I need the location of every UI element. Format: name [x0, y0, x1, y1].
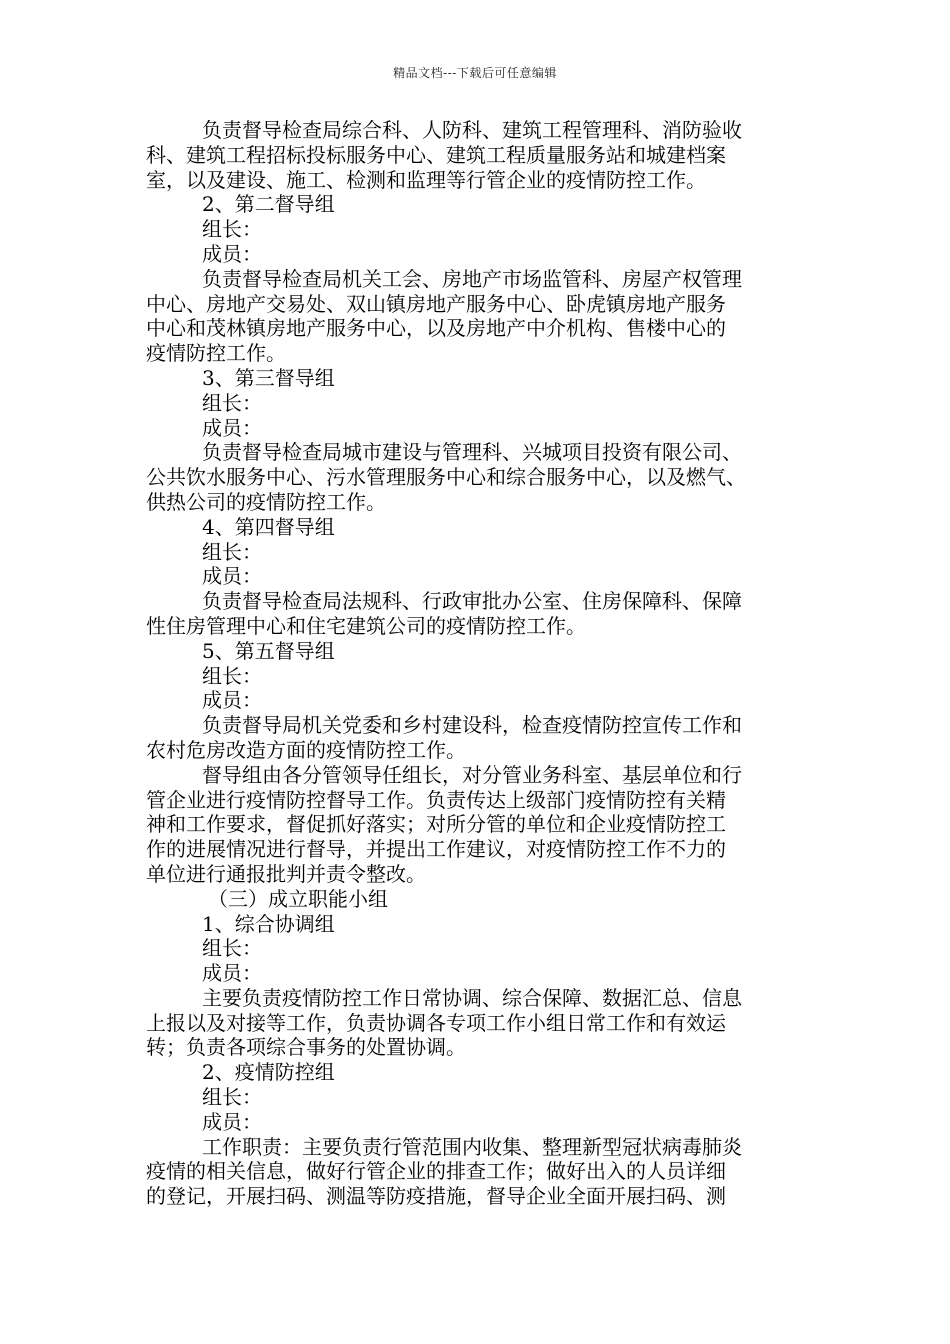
text-line: 成员： [202, 961, 262, 986]
text-line: 上报以及对接等工作，负责协调各专项工作小组日常工作和有效运 [146, 1010, 726, 1035]
text-line: 转；负责各项综合事务的处置协调。 [146, 1035, 466, 1060]
text-line: 疫情的相关信息，做好行管企业的排查工作；做好出入的人员详细 [146, 1159, 726, 1184]
text-line: 2、第二督导组 [202, 192, 335, 217]
text-line: 组长： [202, 390, 262, 415]
text-line: 组长： [202, 217, 262, 242]
text-line: 督导组由各分管领导任组长，对分管业务科室、基层单位和行 [202, 762, 742, 787]
text-line: 负责督导局机关党委和乡村建设科，检查疫情防控宣传工作和 [202, 713, 742, 738]
text-line: 供热公司的疫情防控工作。 [146, 489, 386, 514]
text-line: 性住房管理中心和住宅建筑公司的疫情防控工作。 [146, 613, 586, 638]
text-line: 公共饮水服务中心、污水管理服务中心和综合服务中心，以及燃气、 [146, 465, 746, 490]
text-line: 成员： [202, 241, 262, 266]
text-line: 管企业进行疫情防控督导工作。负责传达上级部门疫情防控有关精 [146, 787, 726, 812]
text-line: 的登记，开展扫码、测温等防疫措施，督导企业全面开展扫码、测 [146, 1184, 726, 1209]
text-line: 中心和茂林镇房地产服务中心，以及房地产中介机构、售楼中心的 [146, 316, 726, 341]
text-line: 中心、房地产交易处、双山镇房地产服务中心、卧虎镇房地产服务 [146, 291, 726, 316]
text-line: 成员： [202, 415, 262, 440]
text-line: 2、疫情防控组 [202, 1060, 335, 1085]
text-line: 负责督导检查局综合科、人防科、建筑工程管理科、消防验收 [202, 118, 742, 142]
text-line: 作的进展情况进行督导，并提出工作建议，对疫情防控工作不力的 [146, 837, 726, 862]
text-line: 科、建筑工程招标投标服务中心、建筑工程质量服务站和城建档案 [146, 142, 726, 167]
text-line: 工作职责：主要负责行管范围内收集、整理新型冠状病毒肺炎 [202, 1134, 742, 1159]
text-line: 负责督导检查局法规科、行政审批办公室、住房保障科、保障 [202, 589, 742, 614]
text-line: 组长： [202, 539, 262, 564]
text-line: （三）成立职能小组 [208, 886, 388, 911]
text-line: 4、第四督导组 [202, 514, 335, 539]
text-line: 农村危房改造方面的疫情防控工作。 [146, 737, 466, 762]
text-line: 疫情防控工作。 [146, 341, 286, 366]
document-body [146, 118, 810, 1209]
text-line: 单位进行通报批判并责令整改。 [146, 861, 426, 886]
text-line: 组长： [202, 1085, 262, 1110]
text-line: 5、第五督导组 [202, 638, 335, 663]
text-line: 组长： [202, 663, 262, 688]
text-line: 1、综合协调组 [202, 911, 335, 936]
text-line: 成员： [202, 688, 262, 713]
text-line: 负责督导检查局城市建设与管理科、兴城项目投资有限公司、 [202, 440, 742, 465]
text-line: 成员： [202, 564, 262, 589]
page-header: 精品文档---下载后可任意编辑 [393, 66, 557, 80]
text-line: 3、第三督导组 [202, 365, 335, 390]
text-line: 负责督导检查局机关工会、房地产市场监管科、房屋产权管理 [202, 266, 742, 291]
text-line: 神和工作要求，督促抓好落实；对所分管的单位和企业疫情防控工 [146, 812, 726, 837]
text-line: 室，以及建设、施工、检测和监理等行管企业的疫情防控工作。 [146, 167, 706, 192]
text-line: 主要负责疫情防控工作日常协调、综合保障、数据汇总、信息 [202, 985, 742, 1010]
text-line: 组长： [202, 936, 262, 961]
text-line: 成员： [202, 1109, 262, 1134]
